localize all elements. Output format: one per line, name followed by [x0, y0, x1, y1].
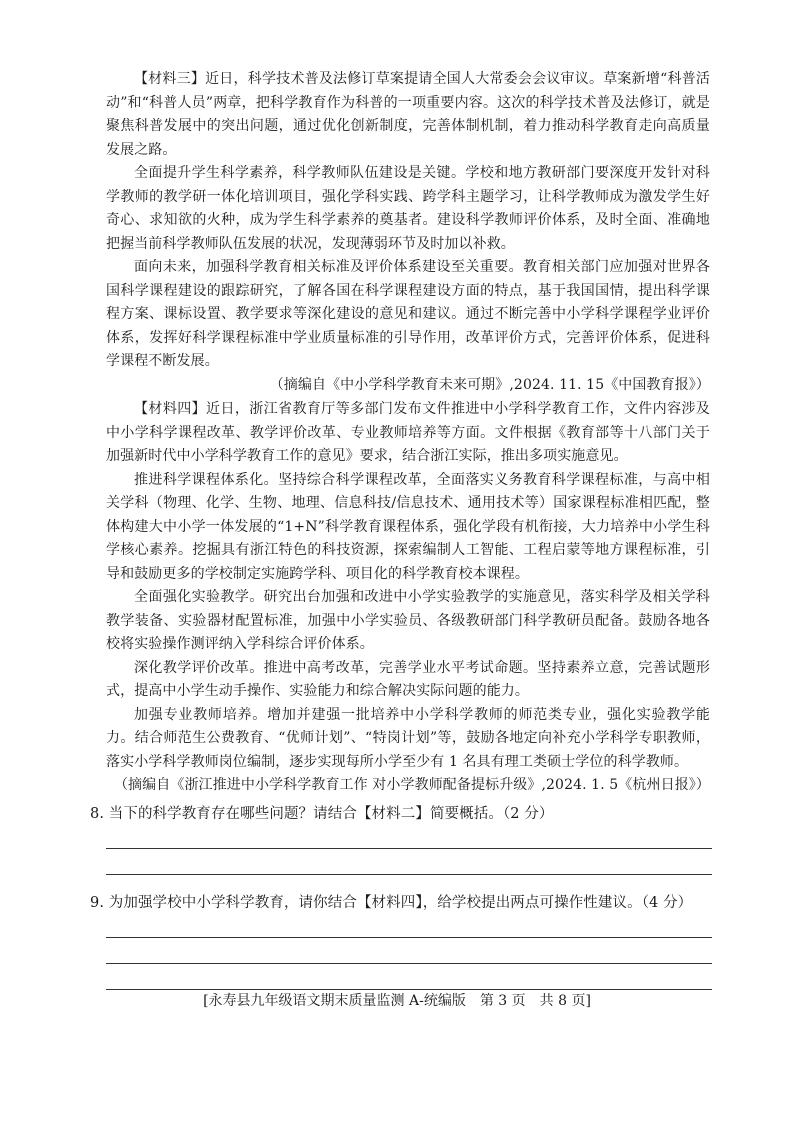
- question-8: 8. 当下的科学教育存在哪些问题？请结合【材料二】简要概括。（2 分）: [90, 805, 554, 822]
- question-9: 9. 为加强学校中小学科学教育，请你结合【材料四】，给学校提出两点可操作性建议。（4 分）: [90, 894, 693, 911]
- answer-line[interactable]: [106, 848, 712, 849]
- material3-paragraph-2: 全面提升学生科学素养，科学教师队伍建设是关键。学校和地方教研部门要深度开发针对科学教师的教学研一体化培训项目，强化学科实践、跨学科主题学习，让科学教师成为激发学生好奇心、求知欲的火种，成为学生科学素养的奠基者。建设科学教师评价体系，及时全面、准确地把握当前科学教师队伍发展的状况，发现薄弱环节及时加以补救。: [106, 165, 710, 252]
- material3-source: （摘编自《中小学科学教育未来可期》,2024. 11. 15《中国教育报》）: [269, 376, 710, 393]
- material4-paragraph-5: 加强专业教师培养。增加并建强一批培养中小学科学教师的师范类专业，强化实验教学能力。结合师范生公费教育、“优师计划”、“特岗计划”等，鼓励各地定向补充小学科学专职教师，落实小学科学教师岗位编制，逐步实现每所小学至少有 1 名具有理工类硕士学位的科学教师。: [106, 706, 710, 770]
- material3-paragraph-3: 面向未来，加强科学教育相关标准及评价体系建设至关重要。教育相关部门应加强对世界各国科学课程建设的跟踪研究，了解各国在科学课程建设方面的特点，基于我国国情，提出科学课程方案、课标设置、教学要求等深化建设的意见和建议。通过不断完善中小学科学课程学业评价体系，发挥好科学课程标准中学业质量标准的引导作用，改革评价方式，完善评价体系，促进科学课程不断发展。: [106, 259, 710, 369]
- material4-paragraph-1: 【材料四】近日，浙江省教育厅等多部门发布文件推进中小学科学教育工作，文件内容涉及中小学科学课程改革、教学评价改革、专业教师培养等方面。文件根据《教育部等十八部门关于加强新时代中小学科学教育工作的意见》要求，结合浙江实际，推出多项实施意见。: [106, 401, 710, 464]
- material4-paragraph-3: 全面强化实验教学。研究出台加强和改进中小学实验教学的实施意见，落实科学及相关学科教学装备、实验器材配置标准，加强中小学实验员、各级教研部门科学教研员配备。鼓励各地各校将实验操作测评纳入学科综合评价体系。: [106, 589, 710, 652]
- page-footer: [永寿县九年级语文期末质量监测 A-统编版 第 3 页 共 8 页]: [203, 993, 591, 1009]
- material3-paragraph-1: 【材料三】近日，科学技术普及法修订草案提请全国人大常委会会议审议。草案新增“科普活动”和“科普人员”两章，把科学教育作为科普的一项重要内容。这次的科学技术普及法修订，就是聚焦科普发展中的突出问题，通过优化创新制度，完善体制机制，着力推动科学教育走向高质量发展之路。: [106, 71, 710, 158]
- material4-paragraph-2: 推进科学课程体系化。坚持综合科学课程改革，全面落实义务教育科学课程标准，与高中相关学科（物理、化学、生物、地理、信息科技/信息技术、通用技术等）国家课程标准相匹配，整体构建大中小学一体发展的“1+N”科学教育课程体系，强化学段有机衔接，大力培养中小学生科学核心素养。挖掘具有浙江特色的科技资源，探索编制人工智能、工程启蒙等地方课程标准，引导和鼓励更多的学校制定实施跨学科、项目化的科学教育校本课程。: [106, 471, 710, 582]
- material4-source: （摘编自《浙江推进中小学科学教育工作 对小学教师配备提标升级》,2024. 1. 5《杭州日报》）: [113, 777, 710, 793]
- answer-line[interactable]: [106, 874, 712, 875]
- answer-line[interactable]: [106, 937, 712, 938]
- answer-line[interactable]: [106, 963, 712, 964]
- page-content: [90, 68, 710, 990]
- material4-paragraph-4: 深化教学评价改革。推进中高考改革，完善学业水平考试命题。坚持素养立意，完善试题形式，提高中小学生动手操作、实验能力和综合解决实际问题的能力。: [106, 659, 710, 699]
